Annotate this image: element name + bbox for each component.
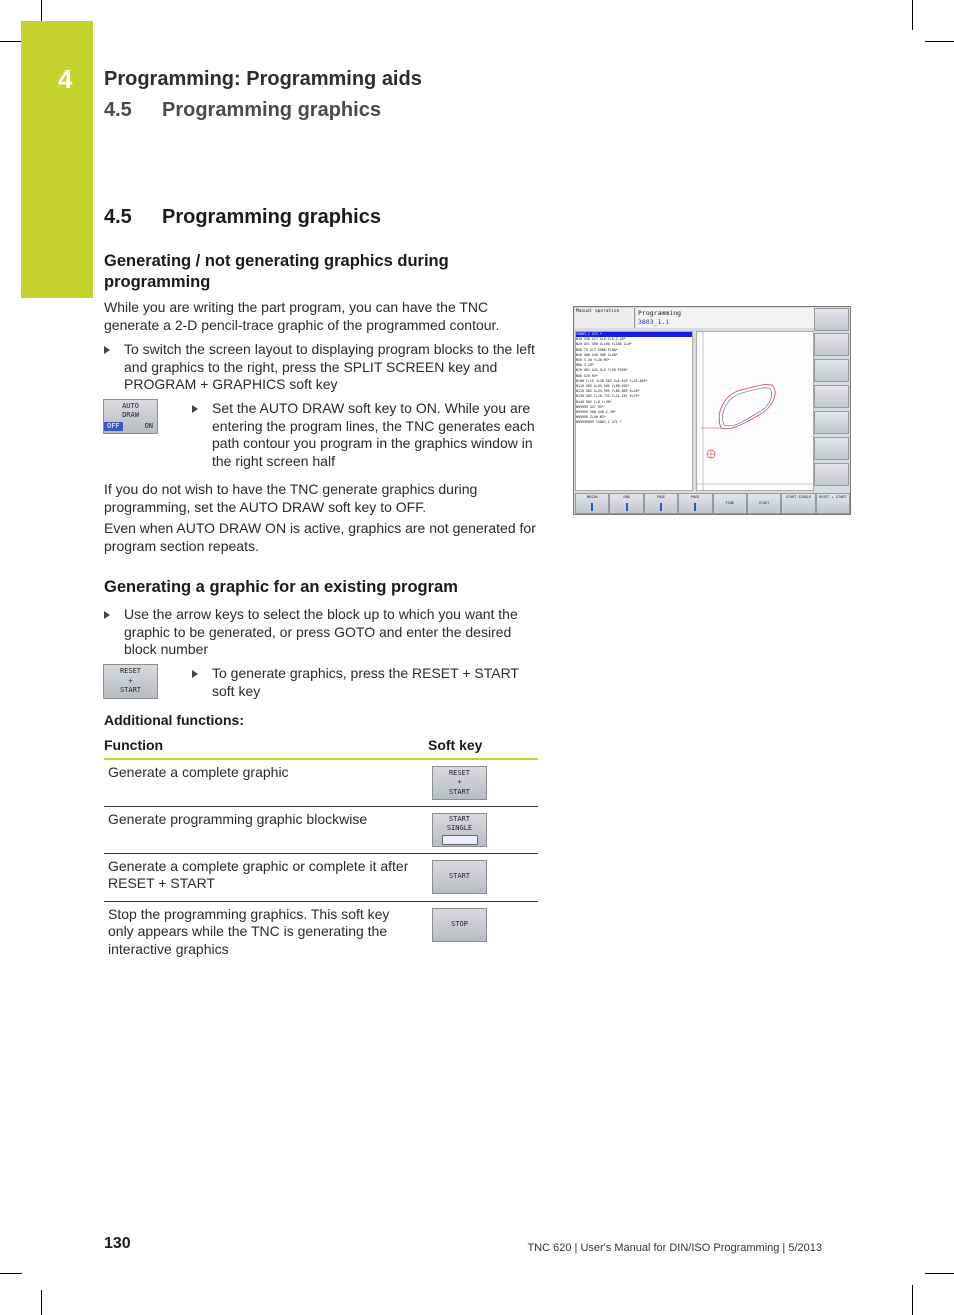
running-section-title: Programming graphics: [162, 99, 381, 121]
find-softkey: [713, 493, 747, 514]
softkey-label: START: [448, 871, 471, 880]
softkey-label: DRAW: [122, 411, 139, 420]
softkey-label: +: [128, 676, 133, 685]
softkey-label: RESET + START: [819, 495, 847, 499]
softkey-label: RESET: [119, 667, 142, 676]
running-section-number: 4.5: [104, 99, 132, 121]
softkey-label: FIND: [725, 501, 734, 505]
reset-start-softkey: [816, 493, 850, 514]
program-line[interactable]: N140 G02 I+6 Y+30*: [576, 399, 612, 404]
bullet-triangle-icon: [104, 611, 110, 619]
softkey-label: +: [457, 778, 462, 787]
intro-paragraph: While you are writing the part program, you can have the TNC generate a 2-D pencil-trace graphic of the programmed contour.: [104, 299, 500, 333]
auto-draw-softkey: [103, 399, 158, 434]
program-line[interactable]: N30 T5 G17 S500 F100*: [576, 347, 618, 352]
softkey-label: END: [623, 495, 630, 499]
section-number: 4.5: [104, 206, 132, 228]
start-single-softkey: [432, 813, 487, 847]
side-softkey: [814, 333, 849, 356]
side-softkey: [814, 411, 849, 434]
softkey-cell: [428, 759, 538, 806]
additional-functions-label: Additional functions:: [104, 712, 244, 728]
softkey-label: START: [448, 787, 471, 796]
program-line[interactable]: %3803_1 G71 *: [576, 332, 692, 337]
contour-graphic: [697, 332, 813, 490]
softkey-label: STOP: [451, 919, 468, 928]
bullet-text: Set the AUTO DRAW soft key to ON. While you are entering the program lines, the TNC generates each path contour you program in the graphics window in the right screen half: [212, 400, 535, 469]
off-on-toggle: [104, 422, 157, 432]
program-line[interactable]: N130 G02 I+16.732 Y+21.161 R+75*: [576, 394, 640, 399]
arrow-up-icon: [591, 503, 593, 511]
table-header-row: [104, 734, 538, 759]
bullet-text: To generate graphics, press the RESET + START soft key: [212, 665, 519, 699]
program-line[interactable]: N99999 G00 G40 X-30*: [576, 410, 616, 415]
program-line[interactable]: N99999 Z+50 M2*: [576, 415, 606, 420]
crop-mark: [0, 41, 22, 42]
program-line[interactable]: N99999999 %3803_1 G71 *: [576, 420, 622, 425]
functions-table: [104, 734, 538, 966]
program-line[interactable]: N100 I+15 J+30 G02 X+8.645 Y+35.485*: [576, 378, 648, 383]
start-single-softkey: [781, 493, 815, 514]
program-line[interactable]: N80 G26 R5*: [576, 373, 598, 378]
program-line[interactable]: N110 G05 X+85.505 Y+60.402*: [576, 384, 630, 389]
section-title: Programming graphics: [162, 206, 381, 228]
softkey-label: SINGLE: [446, 824, 473, 832]
bullet-triangle-icon: [192, 670, 198, 678]
crop-mark: [912, 1285, 913, 1315]
program-line[interactable]: N120 G02 X+53.995 Y+85.805 R+20*: [576, 389, 640, 394]
chapter-title: Programming: Programming aids: [104, 68, 422, 90]
page-up-softkey: [644, 493, 678, 514]
graphics-window: [696, 331, 814, 491]
chapter-number: 4: [58, 64, 73, 94]
column-header-function: Function: [104, 734, 428, 759]
softkey-label: PAGE: [656, 495, 666, 499]
softkey-cell: [428, 806, 538, 853]
softkey-label: START: [448, 814, 471, 823]
page-number: 130: [104, 1235, 131, 1252]
program-line[interactable]: N70 G01 G41 X+5 Y+30 F250*: [576, 368, 628, 373]
function-cell: Generate a complete graphic: [104, 759, 428, 806]
program-mode-label: Programming: [638, 309, 682, 317]
section-heading: [104, 206, 381, 229]
softkey-label: RESET: [448, 768, 471, 777]
arrow-down-icon: [626, 503, 628, 511]
end-softkey: [609, 493, 643, 514]
subsection-heading-existing: Generating a graphic for an existing program: [104, 578, 458, 596]
single-block-icon: [442, 835, 478, 845]
function-cell: Generate programming graphic blockwise: [104, 806, 428, 853]
crop-mark: [41, 1290, 42, 1315]
paragraph: If you do not wish to have the TNC generate graphics during programming, set the AUTO DRAW soft key to OFF.: [104, 481, 478, 515]
side-softkey: [814, 359, 849, 382]
stop-softkey: [432, 908, 487, 942]
function-cell: Generate a complete graphic or complete it after RESET + START: [104, 853, 428, 901]
side-softkey: [814, 385, 849, 408]
mode-label: Manual operation: [575, 308, 635, 328]
table-row: [104, 901, 538, 966]
softkey-label: BEGIN: [586, 495, 598, 499]
reset-start-softkey: [103, 664, 158, 699]
program-header: [636, 308, 814, 328]
running-section-header: [104, 99, 381, 122]
crop-mark: [925, 1273, 954, 1274]
reset-start-softkey: [432, 766, 487, 800]
softkey-bar: [575, 493, 850, 514]
off-indicator: OFF: [104, 422, 123, 432]
program-line[interactable]: N50 X-30 Y+30 M3*: [576, 358, 610, 363]
page-down-softkey: [678, 493, 712, 514]
softkey-label: AUTO: [122, 401, 139, 410]
side-softkey: [814, 437, 849, 460]
program-file-name: 3803_1.i: [638, 318, 670, 326]
program-line[interactable]: N60 Z-20*: [576, 363, 594, 368]
bullet-triangle-icon: [192, 405, 198, 413]
bullet-text: To switch the screen layout to displaying program blocks to the left and graphics to the right, press the SPLIT SCREEN key and PROGRAM + GRAPHICS soft key: [124, 341, 535, 392]
softkey-label: PAGE: [691, 495, 700, 499]
begin-softkey: [575, 493, 609, 514]
chapter-tab: [21, 21, 93, 298]
bullet-triangle-icon: [104, 346, 110, 354]
softkey-label: START: [758, 501, 770, 505]
bullet-text: Use the arrow keys to select the block up to which you want the graphic to be generated, or press GOTO and enter the desired block number: [124, 606, 518, 657]
program-line[interactable]: N40 G00 G40 G90 Z+50*: [576, 352, 618, 357]
tnc-screenshot: [573, 306, 851, 515]
program-line[interactable]: N99999 G27 R5*: [576, 404, 604, 409]
softkey-label: START: [119, 686, 142, 695]
program-line[interactable]: N20 G31 G90 X+100 Y+100 Z+0*: [576, 342, 632, 347]
function-cell: Stop the programming graphics. This soft key only appears while the TNC is generating the interactive graphics: [108, 905, 390, 957]
side-softkey: [814, 308, 849, 331]
crop-mark: [912, 0, 913, 30]
arrow-down-icon: [694, 503, 696, 511]
crop-mark: [41, 0, 42, 22]
table-row: [104, 853, 538, 901]
softkey-cell: [428, 853, 538, 901]
arrow-up-icon: [660, 503, 662, 511]
side-softkey: [814, 463, 849, 486]
subsection-heading-generating: Generating / not generating graphics during programming: [104, 252, 449, 291]
column-header-softkey: Soft key: [428, 734, 538, 759]
table-row: [104, 759, 538, 806]
softkey-cell: [428, 901, 538, 966]
start-softkey: [747, 493, 781, 514]
crop-mark: [925, 41, 954, 42]
program-line[interactable]: N10 G30 G17 X+0 Y+0 Z-40*: [576, 337, 626, 342]
crop-mark: [0, 1273, 22, 1274]
softkey-label: START SINGLE: [785, 495, 812, 499]
on-indicator: ON: [144, 421, 153, 430]
paragraph: Even when AUTO DRAW ON is active, graphics are not generated for program section repeats.: [104, 520, 536, 554]
table-row: [104, 806, 538, 853]
start-softkey: [432, 860, 487, 894]
footer-manual-title: TNC 620 | User's Manual for DIN/ISO Programming | 5/2013: [527, 1242, 822, 1254]
program-listing: [575, 331, 693, 491]
